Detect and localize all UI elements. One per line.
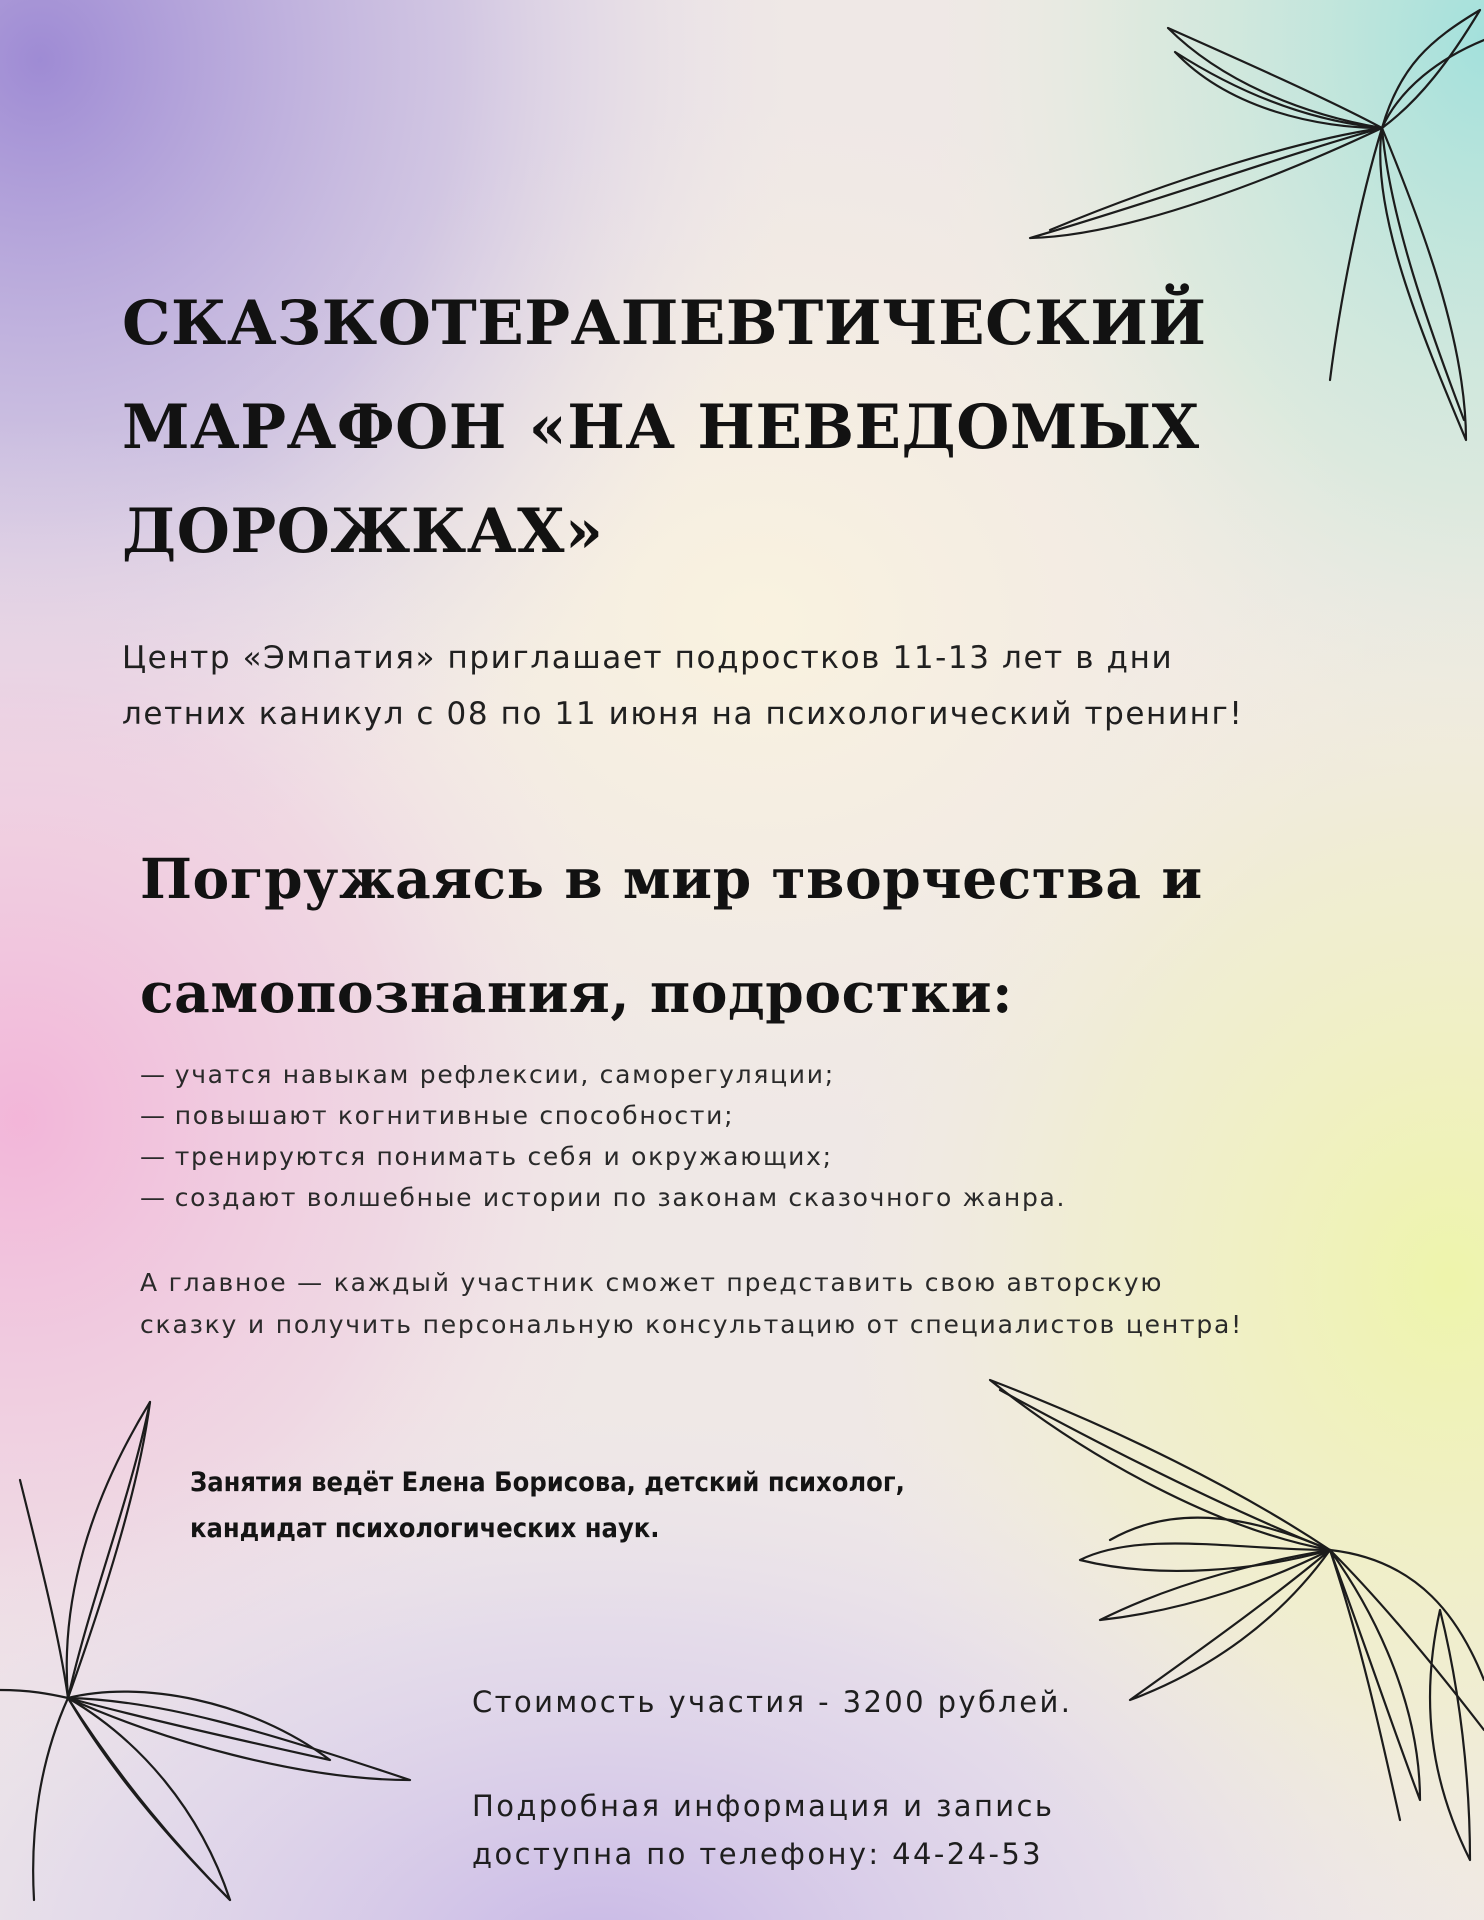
- main-point-line: сказку и получить персональную консультацию от специалистов центра!: [140, 1310, 1243, 1339]
- list-item: [140, 1177, 1340, 1218]
- contact-line: доступна по телефону: 44-24-53: [472, 1837, 1044, 1871]
- dash-bullet: —: [140, 1183, 167, 1212]
- section-heading: [140, 822, 1380, 1050]
- dash-bullet: —: [140, 1060, 167, 1089]
- main-point-text: [140, 1262, 1420, 1346]
- contact-line: Подробная информация и запись: [472, 1789, 1055, 1823]
- title-line: СКАЗКОТЕРАПЕВТИЧЕСКИЙ: [122, 288, 1207, 359]
- instructor-line: Занятия ведёт Елена Борисова, детский психолог,: [190, 1467, 905, 1498]
- benefit-text: повышают когнитивные способности;: [174, 1101, 735, 1130]
- instructor-info: [190, 1460, 1090, 1552]
- dash-bullet: —: [140, 1142, 167, 1171]
- instructor-line: кандидат психологических наук.: [190, 1513, 660, 1544]
- page-title: [122, 272, 1362, 584]
- main-point-line: А главное — каждый участник сможет представить свою авторскую: [140, 1268, 1164, 1297]
- title-line: МАРАФОН «НА НЕВЕДОМЫХ: [122, 392, 1200, 463]
- intro-line: летних каникул с 08 по 11 июня на психологический тренинг!: [122, 696, 1244, 732]
- benefit-text: тренируются понимать себя и окружающих;: [174, 1142, 833, 1171]
- list-item: [140, 1054, 1340, 1095]
- benefit-text: создают волшебные истории по законам сказочного жанра.: [174, 1183, 1067, 1212]
- dash-bullet: —: [140, 1101, 167, 1130]
- title-line: ДОРОЖКАХ»: [122, 496, 604, 567]
- benefit-text: учатся навыкам рефлексии, саморегуляции;: [174, 1060, 835, 1089]
- list-item: [140, 1136, 1340, 1177]
- intro-line: Центр «Эмпатия» приглашает подростков 11-13 лет в дни: [122, 640, 1174, 676]
- contact-info: [472, 1782, 1272, 1878]
- price-text: Стоимость участия - 3200 рублей.: [472, 1685, 1073, 1719]
- benefits-list: [140, 1054, 1340, 1218]
- subheading-line: Погружаясь в мир творчества и: [140, 846, 1203, 911]
- subheading-line: самопознания, подростки:: [140, 960, 1014, 1025]
- intro-text: [122, 630, 1422, 742]
- list-item: [140, 1095, 1340, 1136]
